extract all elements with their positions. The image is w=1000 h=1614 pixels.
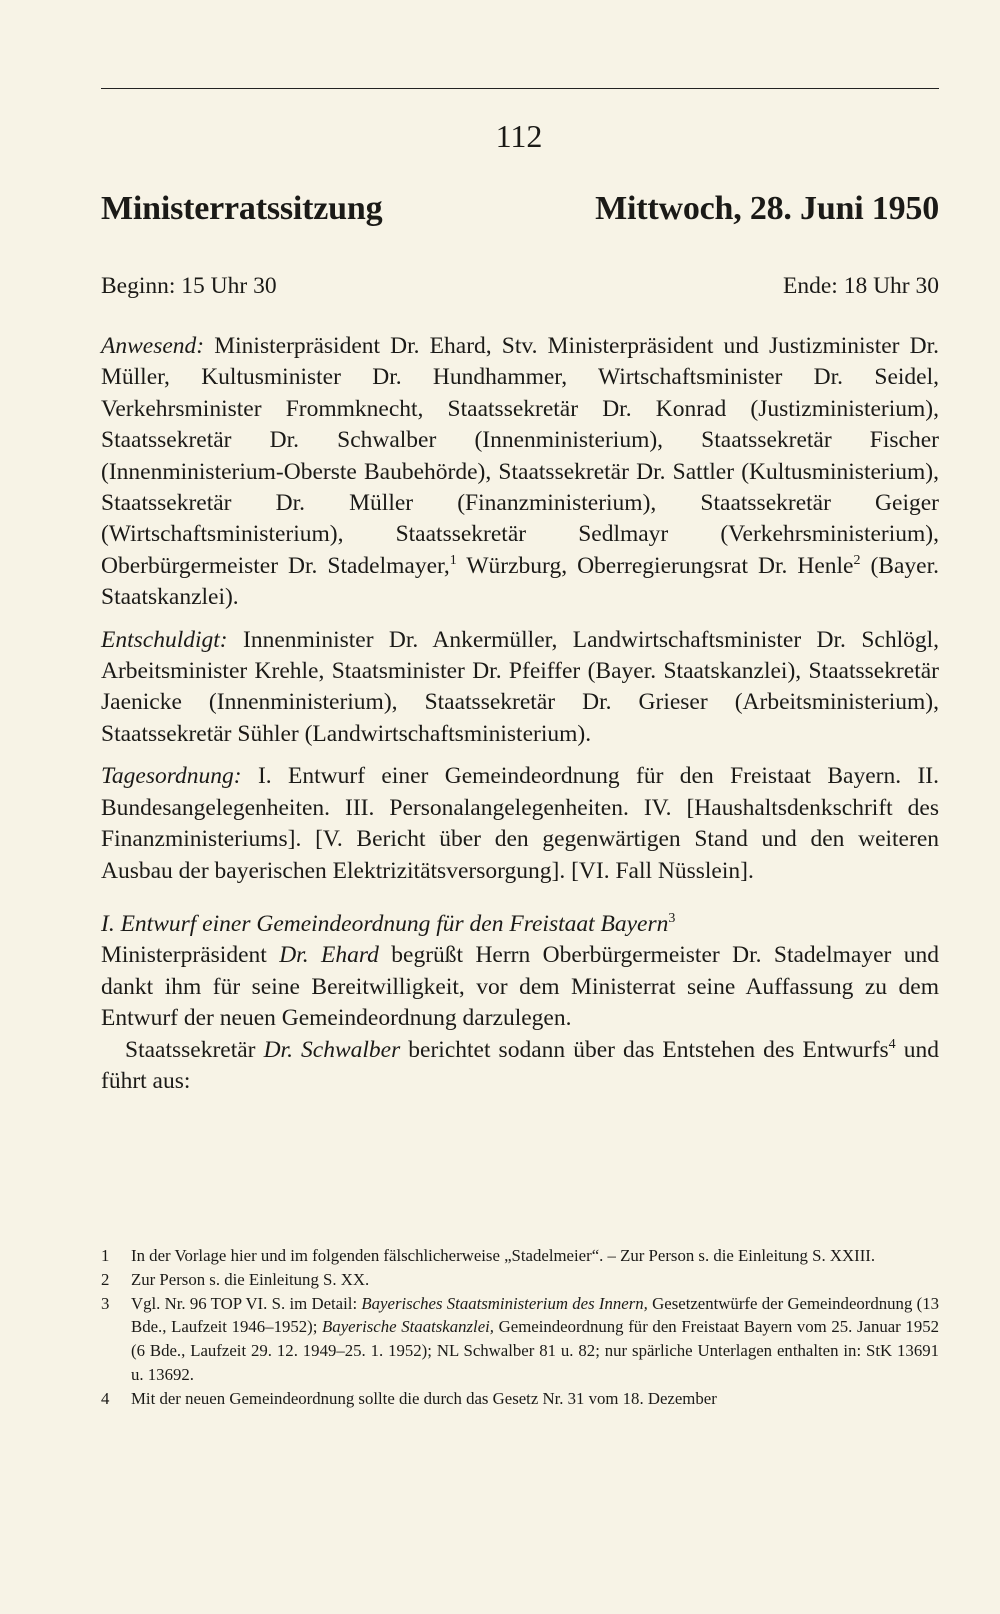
footnote-4: 4 Mit der neuen Gemeindeordnung sollte die durch das Gesetz Nr. 31 vom 18. Dezember [101,1387,939,1411]
section-paragraph-2: Staatssekretär Dr. Schwalber berichtet sodann über das Entstehen des Entwurfs$^4$ und führt aus: [101,1036,939,1094]
footnote-ref-3: 3 [668,910,676,926]
section-heading: I. Entwurf einer Gemeindeordnung für den Freistaat Bayern$^3$ [101,910,676,937]
footnote-marker: 3 [101,1293,110,1313]
footnote-ref-1: 1 [449,552,457,568]
footnote-marker: 2 [101,1269,110,1289]
attendees-paragraph: Anwesend: Ministerpräsident Dr. Ehard, Stv. Ministerpräsident und Justizminister Dr. Müller, Kultusminister Dr. Hundhammer, Wirtschaftsminister Dr. Seidel, Verkehrsminister Frommknecht, Staatssekretär Dr. Konrad (Justizministerium), Staatssekretär Dr. Schwalber (Innenministerium), Staatssekretär Fischer (Innenministerium-Oberste Baubehörde), Staatssekretär Dr. Sattler (Kultusministerium), Staatssekretär Dr. Müller (Finanzministerium), Staatssekretär Geiger (Wirtschaftsministerium), Staatssekretär Sedlmayr (Verkehrsministerium), Oberbürgermeister Dr. Stadelmayer,$^1$ Würzburg, Oberregierungsrat Dr. Henle$^2$ (Bayer. Staatskanzlei). [101,333,939,611]
footnote-ref-2: 2 [853,552,861,568]
footnote-marker: 4 [101,1388,110,1408]
page-number: 112 [495,118,543,154]
footnote-3: 3 Vgl. Nr. 96 TOP VI. S. im Detail: Bayerisches Staatsministerium des Innern, Gesetzentwürfe der Gemeindeordnung (13 Bde., Laufzeit 1946–1952); Bayerische Staatskanzlei, Gemeindeordnung für den Freistaat Bayern vom 25. Januar 1952 (6 Bde., Laufzeit 29. 12. 1949–25. 1. 1952); NL Schwalber 81 u. 82; nur spärliche Unterlagen enthalten in: StK 13691 u. 13692. [101,1293,939,1384]
top-rule [101,88,939,89]
footnote-1: 1 In der Vorlage hier und im folgenden fälschlicherweise „Stadelmeier“. – Zur Person s. die Einleitung S. XXIII. [101,1244,939,1268]
agenda-paragraph: Tagesordnung: I. Entwurf einer Gemeindeordnung für den Freistaat Bayern. II. Bundesangelegenheiten. III. Personalangelegenheiten. IV. [Haushaltsdenkschrift des Finanzministeriums]. [V. Bericht über den gegenwärtigen Stand und den weiteren Ausbau der bayerischen Elektrizitätsversorgung]. [VI. Fall Nüsslein]. [101,763,939,884]
agenda-label: Tagesordnung: [101,763,242,790]
footnote-2: 2 Zur Person s. die Einleitung S. XX. [101,1268,939,1292]
footnote-marker: 1 [101,1246,110,1265]
section-paragraph-1: Ministerpräsident Dr. Ehard begrüßt Herrn Oberbürgermeister Dr. Stadelmayer und dankt ihm für seine Bereitwilligkeit, vor dem Ministerrat seine Auffassung zu dem Entwurf der neuen Gemeindeordnung darzulegen. [101,942,939,1032]
footnote-ref-4: 4 [888,1036,896,1052]
attendees-label: Anwesend: [101,333,205,359]
session-date: Mittwoch, 28. Juni 1950 [595,190,939,227]
end-time: Ende: 18 Uhr 30 [783,273,939,299]
footnotes [101,1244,939,1411]
session-title: Ministerratssitzung [101,190,383,227]
begin-time: Beginn: 15 Uhr 30 [101,273,277,299]
body-text [101,331,939,1097]
excused-paragraph: Entschuldigt: Innenminister Dr. Ankermüller, Landwirtschaftsminister Dr. Schlögl, Arbeitsminister Krehle, Staatsminister Dr. Pfeiffer (Bayer. Staatskanzlei), Staatssekretär Jaenicke (Innenministerium), Staatssekretär Dr. Grieser (Arbeitsministerium), Staatssekretär Sühler (Landwirtschaftsministerium). [101,626,939,747]
excused-label: Entschuldigt: [101,626,228,653]
session-header [101,190,939,228]
session-times [101,273,939,300]
